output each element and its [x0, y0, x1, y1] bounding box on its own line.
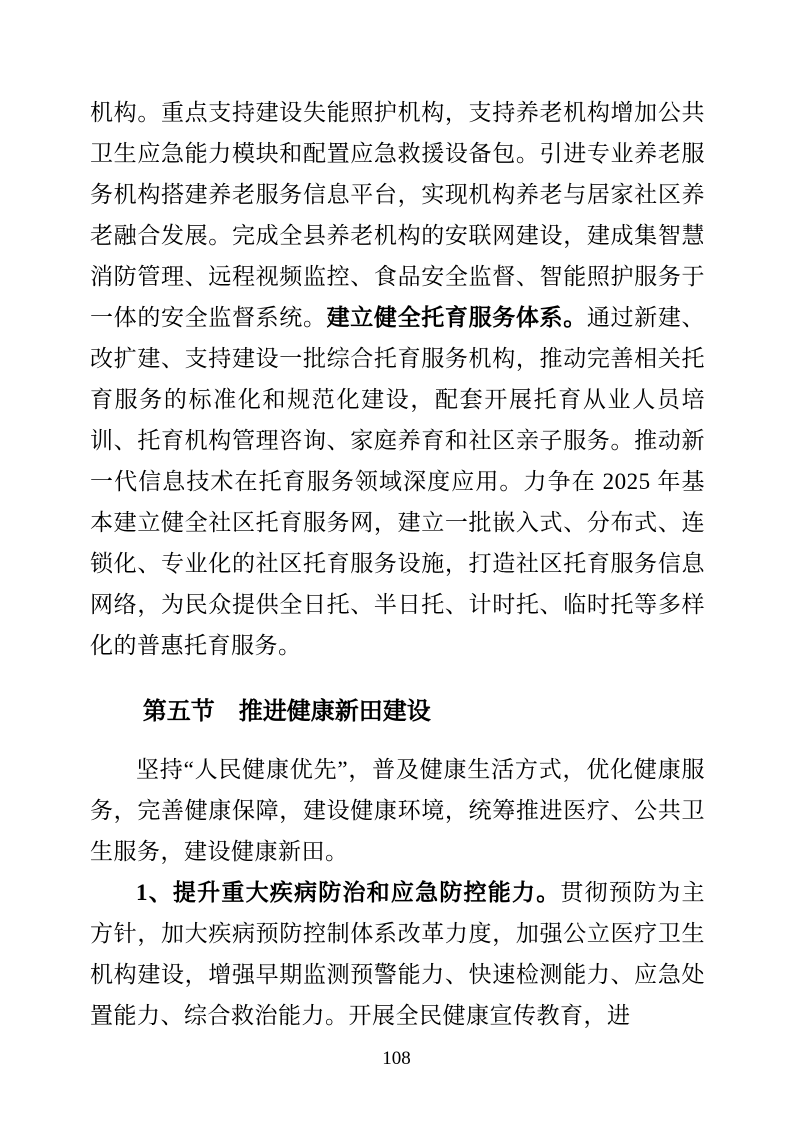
body-text: 贯彻预防为主方针，加大疾病预防控制体系改革力度，加强公立医疗卫生机构建设，增强早期监测预警能力、快速检测能力、应急处置能力、综合救治能力。开展全民健康宣传教育，进: [90, 880, 706, 1028]
body-text: 机构。重点支持建设失能照护机构，支持养老机构增加公共卫生应急能力模块和配置应急救援设备包。引进专业养老服务机构搭建养老服务信息平台，实现机构养老与居家社区养老融合发展。完成全县养老机构的安联网建设，建成集智慧消防管理、远程视频监控、食品安全监督、智能照护服务于一体的安全监督系统。: [90, 100, 705, 330]
emphasis-text: 建立健全托育服务体系。: [326, 305, 587, 330]
page-number: 108: [382, 1048, 411, 1069]
emphasis-text: 1、提升重大疾病防治和应急防控能力。: [136, 880, 561, 905]
paragraph-elder-care-continuation: [90, 92, 705, 666]
paragraph-health-overview: 坚持“人民健康优先”，普及健康生活方式，优化健康服务，完善健康保障，建设健康环境，统筹推进医疗、公共卫生服务，建设健康新田。: [90, 757, 705, 864]
paragraph-disease-prevention: [90, 872, 705, 1036]
body-text: 通过新建、改扩建、支持建设一批综合托育服务机构，推动完善相关托育服务的标准化和规范化建设，配套开展托育从业人员培训、托育机构管理咨询、家庭养育和社区亲子服务。推动新一代信息技术在托育服务领域深度应用。力争在 2025 年基本建立健全社区托育服务网，建立一批嵌入式、分布式、连锁化、专业化的社区托育服务设施，打造社区托育服务信息网络，为民众提供全日托、半日托、计时托、临时托等多样化的普惠托育服务。: [90, 305, 706, 658]
section-heading: 第五节 推进健康新田建设: [142, 699, 431, 725]
